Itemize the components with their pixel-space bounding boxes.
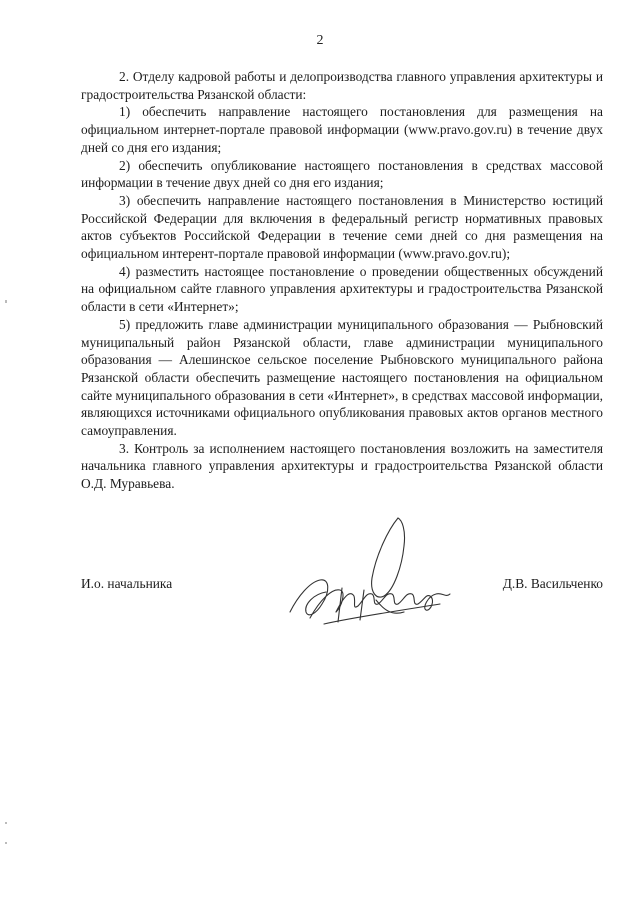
- paragraph-item-2: 2. Отделу кадровой работы и делопроизводства главного управления архитектуры и градостроительства Рязанской области:: [81, 69, 603, 102]
- paragraph-subitem-5: 5) предложить главе администрации муниципального образования — Рыбновский муниципальный район Рязанской области, главе администрации муниципального образования — Алешинское сельское поселение Рыбновского муниципального района Рязанской области обеспечить размещение настоящего постановления на официальном сайте муниципального образования в сети «Интернет», в средствах массовой информации, являющихся источниками официального опубликования правовых актов органов местного самоуправления.: [81, 316, 603, 439]
- signatory-title: И.о. начальника: [81, 576, 173, 591]
- scan-edge-mark: [5, 300, 7, 303]
- handwritten-signature: [280, 500, 470, 650]
- page-number: 2: [316, 33, 324, 48]
- paragraph-subitem-2: 2) обеспечить опубликование настоящего постановления в средствах массовой информации в течение двух дней со дня его издания;: [81, 157, 603, 191]
- paragraph-subitem-3: 3) обеспечить направление настоящего постановления в Министерство юстиций Российской Федерации для включения в федеральный регистр нормативных правовых актов субъектов Российской Федерации в течение семи дней со дня размещения на официальном интерент-портале правовой информации (www.pravo.gov.ru);: [81, 192, 603, 262]
- paragraph-subitem-1: 1) обеспечить направление настоящего постановления для размещения на официальном интернет-портале правовой информации (www.pravo.gov.ru) в течение двух дней со дня его издания;: [81, 104, 603, 155]
- signature-block: [81, 576, 603, 596]
- paragraph-subitem-4: 4) разместить настоящее постановление о проведении общественных обсуждений на официальном сайте главного управления архитектуры и градостроительства Рязанской области в сети «Интернет»;: [81, 263, 603, 315]
- scan-edge-mark: [5, 822, 7, 824]
- signatory-name: Д.В. Васильченко: [502, 576, 603, 591]
- scan-edge-mark: [5, 842, 7, 844]
- document-body: [81, 68, 603, 493]
- paragraph-item-3: 3. Контроль за исполнением настоящего постановления возложить на заместителя начальника главного управления архитектуры и градостроительства Рязанской области О.Д. Муравьева.: [81, 440, 603, 492]
